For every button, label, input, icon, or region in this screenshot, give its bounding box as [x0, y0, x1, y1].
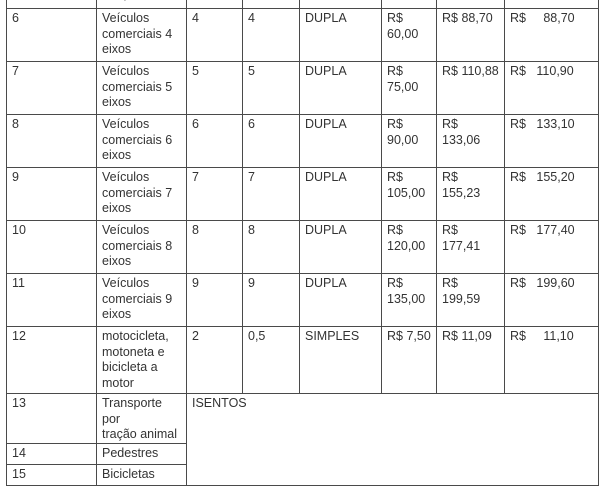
cell-fare-b: R$ 155,23 — [437, 168, 505, 221]
cell-axles: 4 — [187, 9, 243, 62]
cell-wheel: DUPLA — [300, 115, 382, 168]
cell-fare-c: R$ 88,70 — [505, 9, 599, 62]
cell-description: Veículos comerciais 6 eixos — [97, 115, 187, 168]
cell-category: 8 — [7, 115, 97, 168]
cell-category: 9 — [7, 168, 97, 221]
cell-description: Veículos comerciais 8 eixos — [97, 221, 187, 274]
cell-fare-b: R$ 88,70 — [437, 9, 505, 62]
cell-wheel: SIMPLES — [300, 327, 382, 394]
cell-description: Transporte por tração animal — [97, 394, 187, 444]
cell-category — [7, 0, 97, 9]
cell-description: Bicicletas — [97, 464, 187, 485]
cell-units: 9 — [243, 274, 300, 327]
table-row — [7, 327, 599, 394]
cell-wheel: DUPLA — [300, 62, 382, 115]
toll-fare-table — [6, 0, 599, 486]
cell-fare-a: R$ 75,00 — [382, 62, 437, 115]
cell-axles: 2 — [187, 327, 243, 394]
cell-fare-c: R$ 110,90 — [505, 62, 599, 115]
cell-fare-b: R$ 133,06 — [437, 115, 505, 168]
table-row — [7, 115, 599, 168]
table-row — [7, 62, 599, 115]
cell-axles: 6 — [187, 115, 243, 168]
cell-fare-c: R$ 155,20 — [505, 168, 599, 221]
cell-category: 15 — [7, 464, 97, 485]
cell-axles: 7 — [187, 168, 243, 221]
table-row-exempt — [7, 394, 599, 444]
cell-axles: 8 — [187, 221, 243, 274]
cell-fare-c: R$ 177,40 — [505, 221, 599, 274]
cell-fare-a: R$ 90,00 — [382, 115, 437, 168]
cell-wheel: DUPLA — [300, 221, 382, 274]
cell-fare-b — [437, 0, 505, 9]
table-row — [7, 168, 599, 221]
cell-fare-b: R$ 177,41 — [437, 221, 505, 274]
cell-category: 10 — [7, 221, 97, 274]
cell-fare-c — [505, 0, 599, 9]
cell-description: Veículos comerciais 7 eixos — [97, 168, 187, 221]
cell-wheel: DUPLA — [300, 168, 382, 221]
table-row — [7, 274, 599, 327]
cell-units: 8 — [243, 221, 300, 274]
cell-description: Veículos comerciais 4 eixos — [97, 9, 187, 62]
table-row — [7, 9, 599, 62]
cell-category: 7 — [7, 62, 97, 115]
table-row-partial — [7, 0, 599, 9]
cell-wheel: DUPLA — [300, 274, 382, 327]
cell-description: motocicleta, motoneta e bicicleta a motor — [97, 327, 187, 394]
cell-fare-a: R$ 60,00 — [382, 9, 437, 62]
cell-fare-c: R$ 133,10 — [505, 115, 599, 168]
cell-fare-c: R$ 11,10 — [505, 327, 599, 394]
cell-wheel: DUPLA — [300, 9, 382, 62]
cell-fare-a: R$ 7,50 — [382, 327, 437, 394]
cell-units: 7 — [243, 168, 300, 221]
cell-category: 12 — [7, 327, 97, 394]
cell-fare-b: R$ 199,59 — [437, 274, 505, 327]
cell-axles: 5 — [187, 62, 243, 115]
cell-description: Pedestres — [97, 443, 187, 464]
cell-units: 5 — [243, 62, 300, 115]
exempt-label-cell: ISENTOS — [187, 394, 599, 486]
cell-wheel — [300, 0, 382, 9]
cell-fare-a — [382, 0, 437, 9]
cell-units: 4 — [243, 9, 300, 62]
cell-category: 6 — [7, 9, 97, 62]
cell-axles — [187, 0, 243, 9]
cell-description — [97, 0, 187, 9]
cell-fare-c: R$ 199,60 — [505, 274, 599, 327]
cell-units: 0,5 — [243, 327, 300, 394]
cell-description: Veículos comerciais 9 eixos — [97, 274, 187, 327]
cell-fare-b: R$ 11,09 — [437, 327, 505, 394]
cell-units — [243, 0, 300, 9]
cell-fare-b: R$ 110,88 — [437, 62, 505, 115]
cell-axles: 9 — [187, 274, 243, 327]
cell-category: 14 — [7, 443, 97, 464]
cell-fare-a: R$ 120,00 — [382, 221, 437, 274]
cell-units: 6 — [243, 115, 300, 168]
cell-fare-a: R$ 135,00 — [382, 274, 437, 327]
cell-category: 11 — [7, 274, 97, 327]
cell-description: Veículos comerciais 5 eixos — [97, 62, 187, 115]
table-row — [7, 221, 599, 274]
cell-fare-a: R$ 105,00 — [382, 168, 437, 221]
cell-category: 13 — [7, 394, 97, 444]
